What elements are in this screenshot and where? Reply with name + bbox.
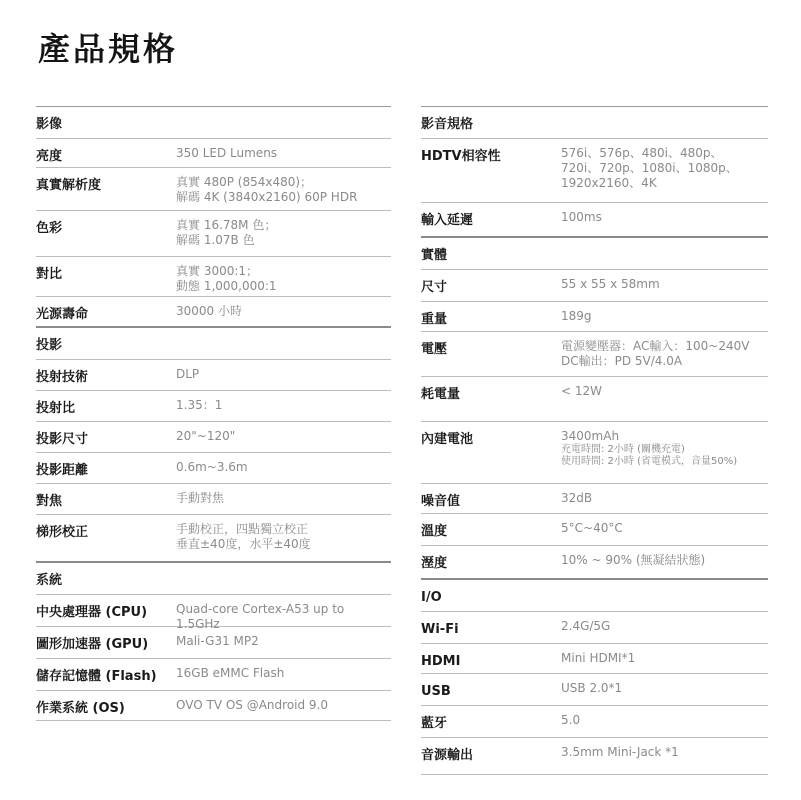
spec-value: 3400mAh 充電時間: 2小時 (關機充電) 使用時間: 2小時 (省電模式，音量50%) xyxy=(561,422,768,483)
spec-section xyxy=(421,578,768,775)
spec-value: 真實 3000:1； 動態 1,000,000:1 xyxy=(176,264,277,293)
spec-value: 2.4G/5G xyxy=(561,619,611,633)
spec-row xyxy=(36,297,391,326)
spec-label: 溼度 xyxy=(421,556,448,571)
spec-label: USB xyxy=(421,684,451,699)
spec-row xyxy=(421,302,768,332)
spec-row xyxy=(36,659,391,691)
spec-value: 16GB eMMC Flash xyxy=(176,666,285,680)
spec-section xyxy=(36,106,391,326)
spec-value: < 12W xyxy=(561,384,603,398)
spec-row xyxy=(421,644,768,674)
spec-label: 耗電量 xyxy=(421,387,461,402)
spec-label: 投射比 xyxy=(36,401,76,416)
spec-row xyxy=(36,360,391,391)
spec-label: 輸入延遲 xyxy=(421,213,474,228)
spec-note: 充電時間: 2小時 (關機充電) 使用時間: 2小時 (省電模式，音量50%) xyxy=(561,444,738,467)
spec-row xyxy=(421,332,768,377)
spec-label: 重量 xyxy=(421,312,448,327)
spec-value: Mali-G31 MP2 xyxy=(176,634,259,648)
spec-row xyxy=(421,612,768,644)
spec-value: 32dB xyxy=(561,491,593,505)
spec-label: 光源壽命 xyxy=(36,307,89,322)
spec-value: 真實 480P (854x480)； 解碼 4K (3840x2160) 60P HDR xyxy=(176,175,358,204)
spec-row xyxy=(421,270,768,302)
spec-row xyxy=(36,139,391,168)
spec-label: 儲存記憶體 (Flash) xyxy=(36,669,157,684)
spec-row xyxy=(36,211,391,257)
spec-value: 1.35：1 xyxy=(176,398,223,412)
spec-label: 投影尺寸 xyxy=(36,432,89,447)
spec-label: 內建電池 xyxy=(421,432,474,447)
spec-section xyxy=(421,106,768,236)
spec-section xyxy=(36,326,391,561)
spec-label: 真實解析度 xyxy=(36,178,102,193)
spec-row xyxy=(36,691,391,721)
spec-value: 576i、576p、480i、480p、 720i、720p、1080i、1080p、 1920x2160、4K xyxy=(561,146,738,190)
spec-label: 音源輸出 xyxy=(421,748,474,763)
spec-value: 3.5mm Mini-Jack *1 xyxy=(561,745,679,759)
spec-row xyxy=(421,706,768,738)
spec-row xyxy=(36,595,391,631)
right-spec-column xyxy=(421,106,768,775)
section-heading: 影音規格 xyxy=(421,107,768,139)
spec-label: 中央處理器 (CPU) xyxy=(36,605,148,620)
spec-value: 10% ~ 90% (無凝結狀態) xyxy=(561,553,706,567)
spec-value: 真實 16.78M 色； 解碼 1.07B 色 xyxy=(176,218,277,247)
spec-value: DLP xyxy=(176,367,200,381)
spec-row xyxy=(36,422,391,453)
spec-value: 5°C~40°C xyxy=(561,521,623,535)
spec-label: 藍牙 xyxy=(421,716,448,731)
section-heading: 投影 xyxy=(36,328,391,360)
spec-value: 189g xyxy=(561,309,592,323)
spec-section xyxy=(421,236,768,578)
spec-value: 30000 小時 xyxy=(176,304,242,318)
spec-label: Wi-Fi xyxy=(421,622,459,637)
spec-label: 作業系統 (OS) xyxy=(36,701,125,716)
spec-label: 對焦 xyxy=(36,494,63,509)
spec-row xyxy=(421,203,768,236)
spec-label: HDMI xyxy=(421,654,461,669)
spec-row xyxy=(421,514,768,546)
spec-value: 100ms xyxy=(561,210,602,224)
spec-value: 手動對焦 xyxy=(176,491,225,505)
spec-row xyxy=(421,738,768,775)
spec-label: 尺寸 xyxy=(421,280,448,295)
spec-row xyxy=(36,484,391,515)
spec-value: Quad-core Cortex-A53 up to 1.5GHz xyxy=(176,602,345,631)
spec-value: OVO TV OS @Android 9.0 xyxy=(176,698,329,712)
spec-value: 55 x 55 x 58mm xyxy=(561,277,660,291)
spec-value: Mini HDMI*1 xyxy=(561,651,636,665)
spec-value: 0.6m~3.6m xyxy=(176,460,248,474)
spec-row xyxy=(36,627,391,659)
spec-row xyxy=(421,674,768,706)
spec-label: 噪音值 xyxy=(421,494,461,509)
spec-label: 梯形校正 xyxy=(36,525,89,540)
section-heading: 實體 xyxy=(421,238,768,270)
spec-label: 圖形加速器 (GPU) xyxy=(36,637,149,652)
spec-row xyxy=(421,422,768,484)
spec-value: 350 LED Lumens xyxy=(176,146,278,160)
section-heading: 系統 xyxy=(36,563,391,595)
spec-label: 投影距離 xyxy=(36,463,89,478)
spec-row xyxy=(36,257,391,297)
spec-row xyxy=(36,515,391,561)
spec-row xyxy=(421,139,768,203)
spec-value: 5.0 xyxy=(561,713,581,727)
spec-label: 對比 xyxy=(36,267,63,282)
spec-label: 投射技術 xyxy=(36,370,89,385)
left-spec-column xyxy=(36,106,391,721)
spec-value: 20"~120" xyxy=(176,429,236,443)
spec-row xyxy=(421,377,768,422)
spec-value: 電源變壓器：AC輸入：100~240V DC輸出：PD 5V/4.0A xyxy=(561,339,750,368)
spec-row xyxy=(36,453,391,484)
section-heading: I/O xyxy=(421,580,768,612)
page-title: 產品規格 xyxy=(38,30,179,68)
spec-section xyxy=(36,561,391,721)
spec-label: HDTV相容性 xyxy=(421,149,501,164)
spec-row xyxy=(36,391,391,422)
spec-label: 溫度 xyxy=(421,524,448,539)
spec-label: 亮度 xyxy=(36,149,63,164)
spec-label: 電壓 xyxy=(421,342,448,357)
spec-row xyxy=(421,546,768,578)
spec-row xyxy=(36,168,391,211)
spec-value: 手動校正，四點獨立校正 垂直±40度，水平±40度 xyxy=(176,522,311,551)
section-heading: 影像 xyxy=(36,107,391,139)
spec-label: 色彩 xyxy=(36,221,63,236)
spec-row xyxy=(421,484,768,514)
spec-value: USB 2.0*1 xyxy=(561,681,623,695)
